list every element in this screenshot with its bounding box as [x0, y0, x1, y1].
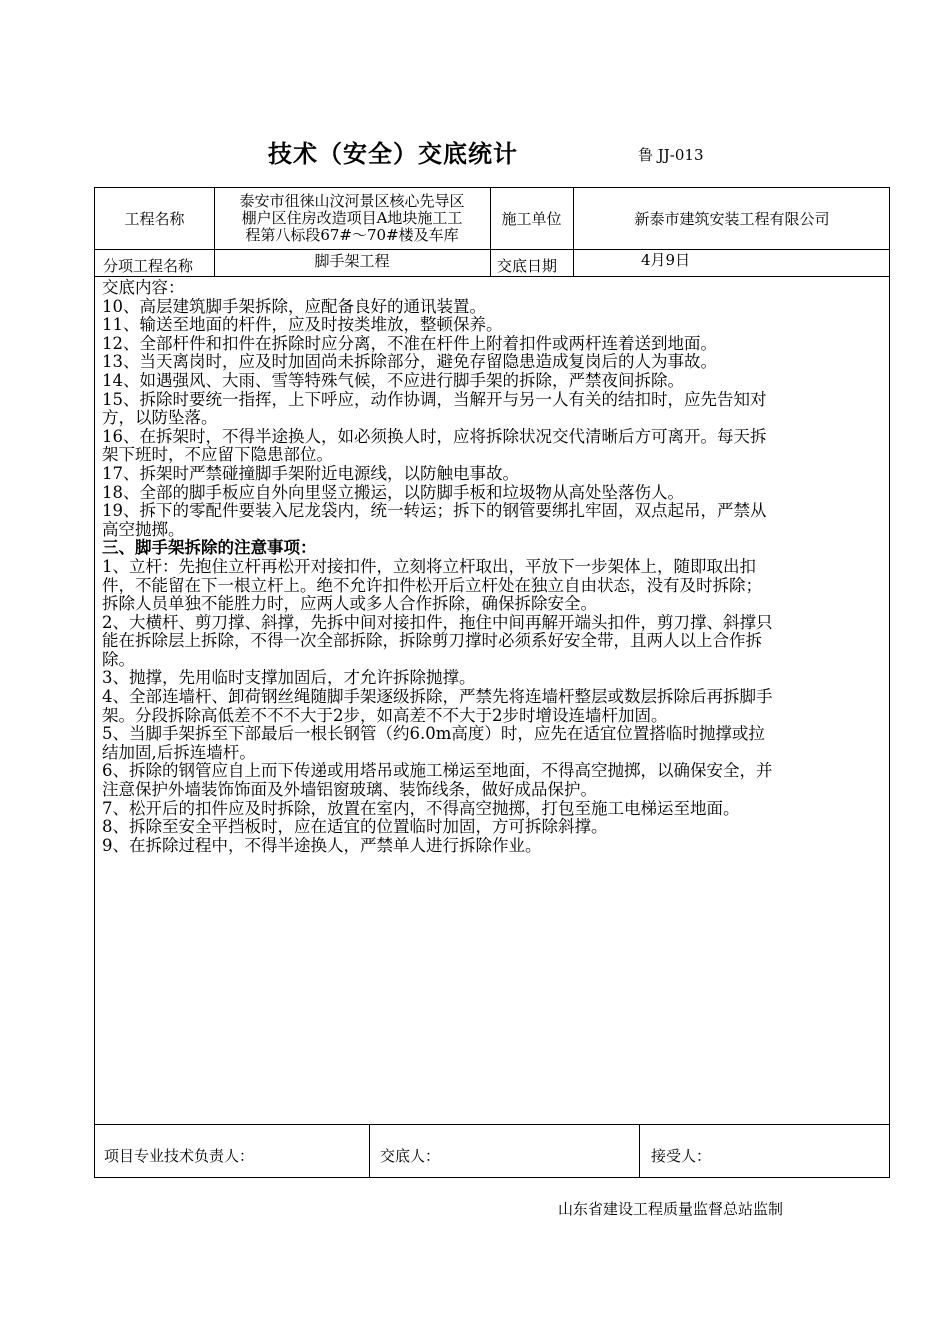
content-line: 11、输送至地面的杆件，应及时按类堆放，整顿保养。: [102, 315, 503, 335]
content-line: 架。分段拆除高低差不不不大于2步，如高差不不大于2步时增设连墙杆加固。: [102, 705, 668, 725]
content-line: 7、松开后的扣件应及时拆除，放置在室内，不得高空抛掷，打包至施工电梯运至地面。: [102, 798, 740, 818]
content-line: 注意保护外墙装饰饰面及外墙铝窗玻璃、装饰线条，做好成品保护。: [102, 780, 597, 800]
construction-unit-label: 施工单位: [501, 210, 562, 228]
content-line: 19、拆下的零配件要装入尼龙袋内，统一转运；拆下的钢管要绑扎牢固，双点起吊，严禁从: [102, 501, 767, 521]
project-name-line: 棚户区住房改造项目A地块施工工: [241, 209, 463, 227]
content-line: 15、拆除时要统一指挥，上下呼应，动作协调，当解开与另一人有关的结扣时，应先告知对: [102, 389, 767, 409]
project-name-line: 泰安市徂徕山汶河景区核心先导区: [239, 192, 465, 210]
content-line: 6、拆除的钢管应自上而下传递或用塔吊或施工梯运至地面，不得高空抛掷，以确保安全，并: [102, 761, 773, 781]
content-line: 1、立杆：先抱住立杆再松开对接扣件，立刻将立杆取出，平放下一步架体上，随即取出扣: [102, 556, 756, 576]
discloser-label: 交底人：: [380, 1147, 441, 1165]
disclosure-content: [102, 279, 886, 855]
content-line: 能在拆除层上拆除，不得一次全部拆除，拆除剪刀撑时必须系好安全带，且两人以上合作拆: [102, 631, 762, 651]
section-heading: 三、脚手架拆除的注意事项：: [102, 538, 317, 558]
content-line: 14、如遇强风、大雨、雪等特殊气候，不应进行脚手架的拆除，严禁夜间拆除。: [102, 370, 684, 390]
document-title: 技术（安全）交底统计: [268, 140, 518, 168]
disclosure-date-value: 4月9日: [641, 251, 691, 269]
receiver-label: 接受人：: [651, 1147, 712, 1165]
content-line: 结加固,后拆连墙杆。: [102, 742, 256, 762]
row-divider-2: [95, 276, 889, 277]
content-line: 高空抛掷。: [102, 519, 185, 539]
content-line: 交底内容：: [102, 278, 185, 297]
content-line: 16、在拆架时，不得半途换人，如必须换人时，应将拆除状况交代清晰后方可离开。每天拆: [102, 426, 767, 446]
supervisor-note: 山东省建设工程质量监督总站监制: [558, 1200, 784, 1218]
project-name-label: 工程名称: [124, 210, 185, 228]
content-line: 5、当脚手架拆至下部最后一根长钢管（约6.0m高度）时，应先在适宜位置搭临时抛撑或拉: [102, 724, 765, 744]
content-line: 架下班时，不应留下隐患部位。: [102, 445, 333, 465]
content-line: 拆除人员单独不能胜力时，应两人或多人合作拆除，确保拆除安全。: [102, 594, 597, 614]
content-line: 17、拆架时严禁碰撞脚手架附近电源线，以防触电事故。: [102, 463, 519, 483]
content-line: 10、高层建筑脚手架拆除，应配备良好的通讯装置。: [102, 296, 486, 316]
form-code: 鲁 JJ-013: [638, 146, 704, 164]
sub-project-label: 分项工程名称: [103, 257, 194, 275]
content-line: 件，不能留在下一根立杆上。绝不允许扣件松开后立杆处在独立自由状态，没有及时拆除；: [102, 575, 762, 595]
content-line: 4、全部连墙杆、卸荷钢丝绳随脚手架逐级拆除，严禁先将连墙杆整层或数层拆除后再拆脚手: [102, 687, 773, 707]
content-line: 9、在拆除过程中，不得半途换人，严禁单人进行拆除作业。: [102, 835, 542, 855]
content-line: 12、全部杆件和扣件在拆除时应分离，不准在杆件上附着扣件或两杆连着送到地面。: [102, 333, 717, 353]
content-line: 13、当天离岗时，应及时加固尚未拆除部分，避免存留隐患造成复岗后的人为事故。: [102, 352, 717, 372]
content-line: 方，以防坠落。: [102, 408, 218, 428]
construction-unit-value: 新泰市建筑安装工程有限公司: [634, 210, 830, 228]
content-line: 8、拆除至安全平挡板时，应在适宜的位置临时加固，方可拆除斜撑。: [102, 817, 608, 837]
disclosure-form: [94, 187, 890, 1178]
disclosure-date-label: 交底日期: [497, 257, 558, 275]
project-name-value: [214, 188, 490, 249]
sub-project-value: 脚手架工程: [314, 252, 390, 270]
col-divider-4: [369, 1124, 370, 1178]
row-divider-3: [95, 1124, 889, 1125]
content-line: 18、全部的脚手板应自外向里竖立搬运，以防脚手板和垃圾物从高处坠落伤人。: [102, 482, 684, 502]
tech-lead-label: 项目专业技术负责人：: [104, 1147, 255, 1165]
project-name-line: 程第八标段67#～70#楼及车库: [245, 226, 459, 244]
content-line: 除。: [102, 649, 135, 669]
col-divider-5: [639, 1124, 640, 1178]
content-line: 2、大横杆、剪刀撑、斜撑，先拆中间对接扣件，拖住中间再解开端头扣件，剪刀撑、斜撑只: [102, 612, 773, 632]
content-line: 3、抛撑，先用临时支撑加固后，才允许拆除抛撑。: [102, 668, 476, 688]
